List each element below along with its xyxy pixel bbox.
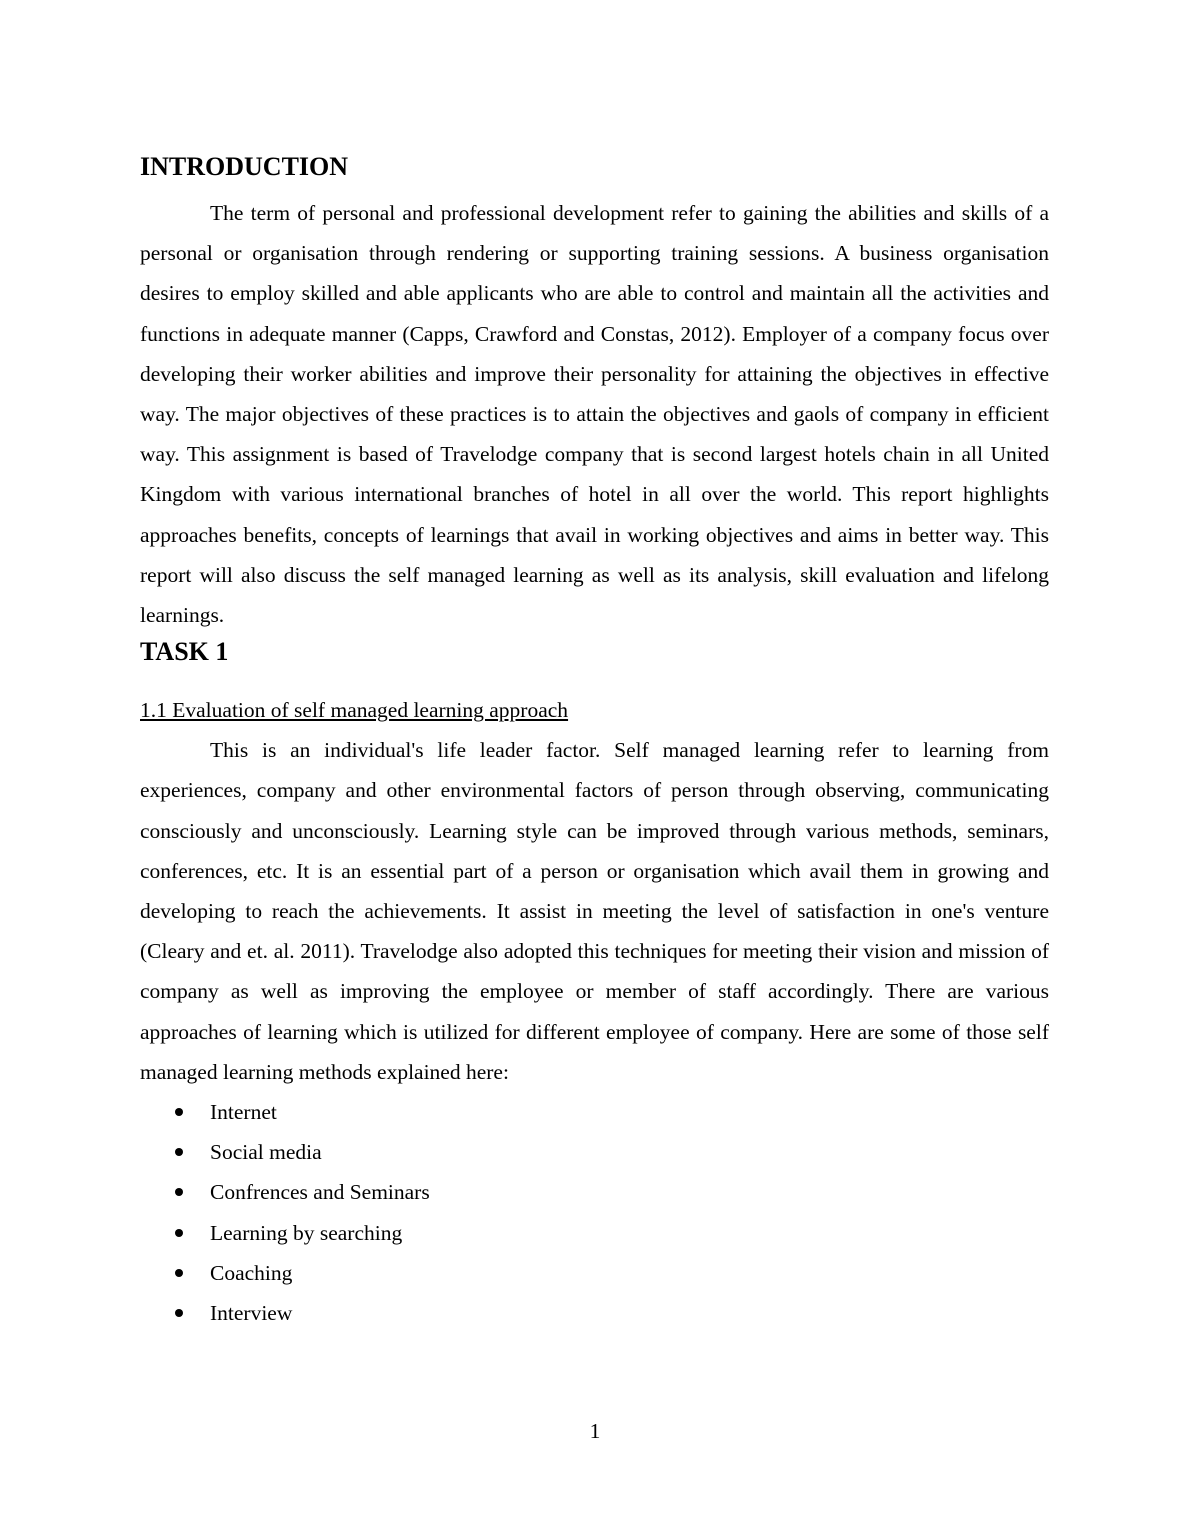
bullet-icon <box>175 1229 183 1237</box>
list-item-text: Learning by searching <box>210 1220 403 1245</box>
task-heading: TASK 1 <box>140 637 229 667</box>
bullet-icon <box>175 1188 183 1196</box>
list-item-text: Confrences and Seminars <box>210 1180 430 1205</box>
page-number: 1 <box>589 1419 601 1443</box>
list-item-text: Coaching <box>210 1260 293 1285</box>
introduction-heading: INTRODUCTION <box>140 152 349 181</box>
subsection-heading: 1.1 Evaluation of self managed learning approach <box>140 698 569 723</box>
bullet-list <box>140 1092 1049 1333</box>
list-item-text: Interview <box>210 1301 293 1326</box>
list-item <box>140 1213 1049 1253</box>
page-content <box>140 150 1049 1333</box>
list-item <box>140 1253 1049 1293</box>
list-item-text: Internet <box>210 1100 277 1125</box>
bullet-icon <box>175 1269 183 1277</box>
bullet-icon <box>175 1148 183 1156</box>
list-item <box>140 1293 1049 1333</box>
list-item <box>140 1092 1049 1132</box>
list-item-text: Social media <box>210 1140 322 1165</box>
introduction-paragraph: The term of personal and professional development refer to gaining the abilities and skills of a personal or organisation through rendering or supporting training sessions. A business organisation desires to employ skilled and able applicants who are able to control and maintain all the activities and functions in adequate manner (Capps, Crawford and Constas, 2012). Employer of a company focus over developing their worker abilities and improve their personality for attaining the objectives in effective way. The major objectives of these practices is to attain the objectives and gaols of company in efficient way. This assignment is based of Travelodge company that is second largest hotels chain in all United Kingdom with various international branches of hotel in all over the world. This report highlights approaches benefits, concepts of learnings that avail in working objectives and aims in better way. This report will also discuss the self managed learning as well as its analysis, skill evaluation and lifelong learnings. <box>140 201 1049 628</box>
task-paragraph: This is an individual's life leader factor. Self managed learning refer to learning from experiences, company and other environmental factors of person through observing, communicating consciously and unconsciously. Learning style can be improved through various methods, seminars, conferences, etc. It is an essential part of a person or organisation which avail them in growing and developing to reach the achievements. It assist in meeting the level of satisfaction in one's venture (Cleary and et. al. 2011). Travelodge also adopted this techniques for meeting their vision and mission of company as well as improving the employee or member of staff accordingly. There are various approaches of learning which is utilized for different employee of company. Here are some of those self managed learning methods explained here: <box>140 738 1049 1084</box>
bullet-icon <box>175 1309 183 1317</box>
list-item <box>140 1172 1049 1212</box>
bullet-icon <box>175 1108 183 1116</box>
list-item <box>140 1132 1049 1172</box>
